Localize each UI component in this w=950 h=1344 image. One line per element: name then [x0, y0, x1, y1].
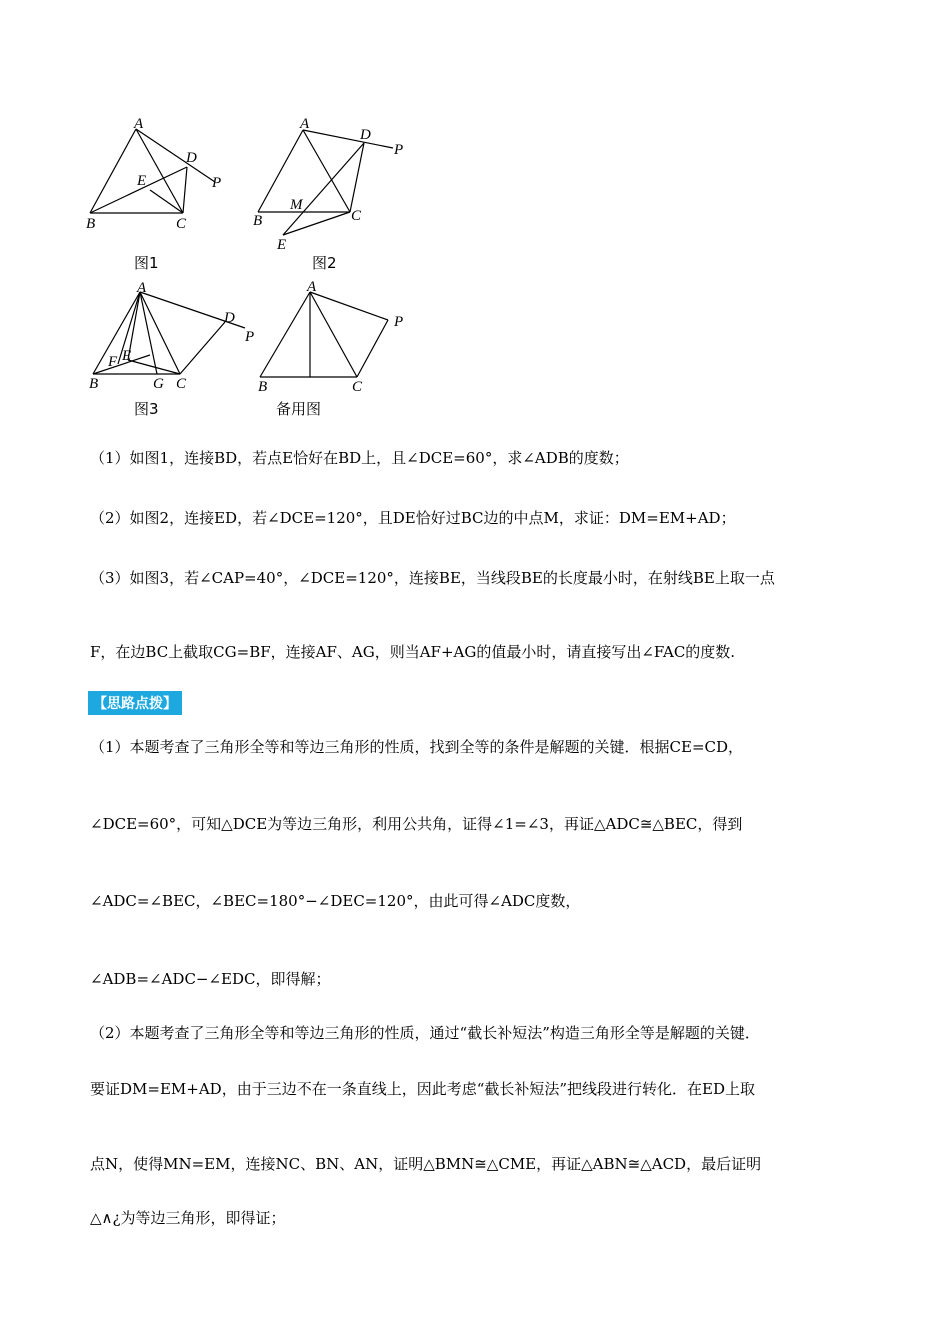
fig3-label-D: D [224, 310, 235, 326]
figure-3 [80, 280, 270, 400]
fig1-label-E: E [137, 173, 147, 189]
question-1: （1）如图1，连接BD，若点E恰好在BD上，且∠DCE=60°，求∠ADB的度数； [90, 449, 629, 467]
fig2-label-D: D [360, 127, 371, 143]
fig1-label-B: B [86, 216, 96, 232]
question-3-line-1: （3）如图3，若∠CAP=40°，∠DCE=120°，连接BE，当线段BE的长度最小时，在射线BE上取一点 [90, 569, 775, 587]
fig2-label-C: C [351, 208, 362, 224]
fig2-label-B: B [253, 213, 263, 229]
tip-2-line-2: 要证DM=EM+AD，由于三边不在一条直线上，因此考虑“截长补短法”把线段进行转化．在ED上取 [90, 1080, 756, 1098]
fig2-label-E: E [277, 237, 287, 253]
fig4-label-A: A [307, 279, 317, 295]
tip-2-line-4: △∧¿为等边三角形，即得证； [90, 1209, 286, 1227]
fig1-label-C: C [176, 216, 187, 232]
figure-2-caption: 图2 [312, 254, 337, 272]
figure-3-diagram [80, 280, 270, 400]
figure-2-diagram [248, 115, 418, 255]
tip-2-line-1: （2）本题考查了三角形全等和等边三角形的性质，通过“截长补短法”构造三角形全等是解题的关键． [90, 1024, 760, 1042]
figure-1-caption: 图1 [134, 254, 159, 272]
fig3-label-C: C [176, 376, 187, 392]
figure-2 [248, 115, 418, 255]
fig2-label-P: P [394, 142, 404, 158]
figure-4 [250, 280, 420, 400]
fig1-label-A: A [134, 116, 144, 132]
figure-4-diagram [250, 280, 420, 400]
figure-3-caption: 图3 [134, 400, 159, 418]
fig3-label-F: F [108, 354, 118, 370]
fig2-label-A: A [300, 116, 310, 132]
question-2: （2）如图2，连接ED，若∠DCE=120°，且DE恰好过BC边的中点M，求证：DM=EM+AD； [90, 509, 736, 527]
tip-1-line-4: ∠ADB=∠ADC−∠EDC，即得解； [90, 970, 331, 988]
figure-4-caption: 备用图 [276, 400, 322, 418]
fig1-label-D: D [186, 150, 197, 166]
fig3-label-B: B [89, 376, 99, 392]
figure-1 [80, 115, 240, 240]
tip-1-line-2: ∠DCE=60°，可知△DCE为等边三角形，利用公共角，证得∠1=∠3，再证△ADC≅△BEC，得到 [90, 815, 743, 833]
fig3-label-G: G [153, 376, 164, 392]
fig3-label-P: P [245, 329, 255, 345]
fig4-label-C: C [352, 379, 363, 395]
tip-1-line-3: ∠ADC=∠BEC，∠BEC=180°−∠DEC=120°，由此可得∠ADC度数， [90, 892, 581, 910]
figure-1-diagram [80, 115, 240, 240]
fig2-label-M: M [290, 197, 303, 213]
fig4-label-P: P [394, 314, 404, 330]
fig3-label-E: E [122, 348, 132, 364]
question-3-line-2: F，在边BC上截取CG=BF，连接AF、AG，则当AF+AG的值最小时，请直接写出∠FAC的度数. [90, 643, 736, 661]
tip-2-line-3: 点N，使得MN=EM，连接NC、BN、AN，证明△BMN≅△CME，再证△ABN≅△ACD，最后证明 [90, 1155, 762, 1173]
fig3-label-A: A [137, 280, 147, 296]
tips-badge: 【思路点拨】 [88, 691, 182, 715]
fig4-label-B: B [258, 379, 268, 395]
fig1-label-P: P [212, 175, 222, 191]
tip-1-line-1: （1）本题考查了三角形全等和等边三角形的性质，找到全等的条件是解题的关键．根据CE=CD， [90, 738, 744, 756]
